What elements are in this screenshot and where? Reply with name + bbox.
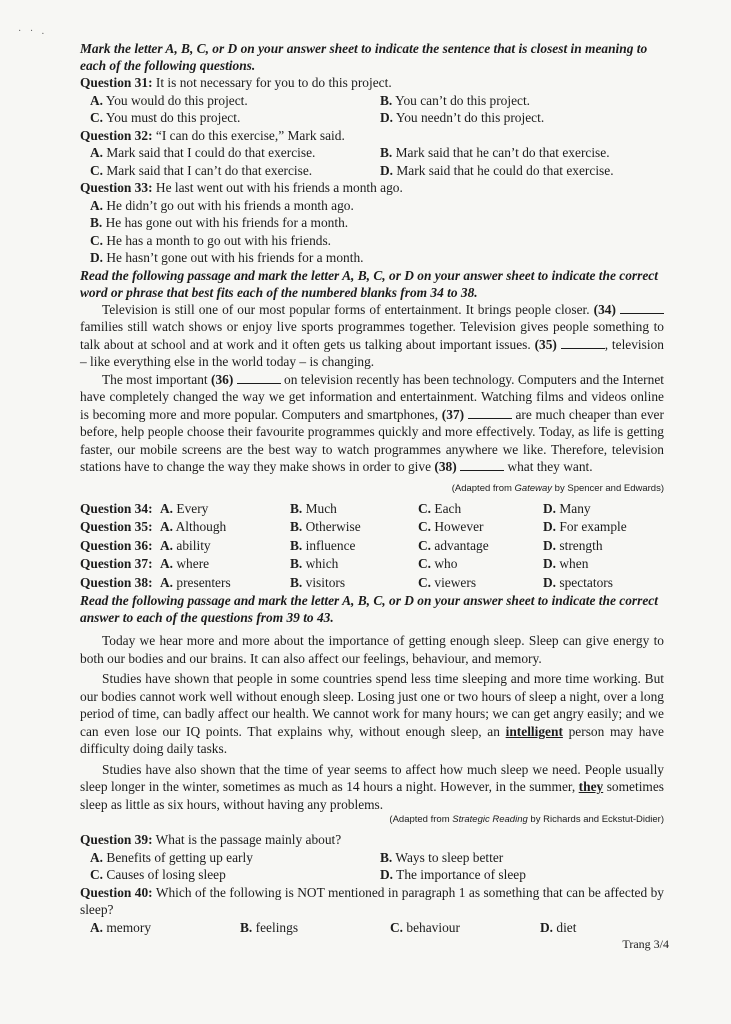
source-citation: (Adapted from Strategic Reading by Richards and Eckstut-Didier) — [389, 814, 664, 825]
question-33 — [80, 179, 664, 197]
question-32 — [80, 127, 664, 145]
option-b: B. visitors — [290, 574, 346, 590]
option-b: B. Much — [290, 500, 337, 516]
blank-number: (37) — [441, 406, 465, 422]
option-c: C. who — [418, 556, 458, 571]
question-stem: Which of the following is NOT mentioned in paragraph 1 as something that can be affected by sleep? — [80, 884, 665, 917]
blank — [620, 302, 664, 314]
question-39 — [80, 831, 664, 849]
question-stem: He last went out with his friends a month ago. — [155, 180, 403, 195]
option: B. You can’t do this project. — [380, 92, 531, 108]
blank-number: (38) — [434, 459, 457, 474]
option: C. Causes of losing sleep — [90, 867, 226, 882]
option-a: A. ability — [160, 537, 211, 553]
option: A. Mark said that I could do that exercise. — [90, 145, 316, 160]
options-32 — [80, 144, 664, 179]
options-40 — [80, 919, 664, 937]
options-31 — [80, 92, 664, 127]
option-d: D. Many — [543, 500, 591, 516]
instruction-reading: Read the following passage and mark the letter A, B, C, or D on your answer sheet to indicate the correct answer to each of the questions from 39 to 43. — [80, 593, 658, 625]
blank — [561, 337, 605, 349]
blank-number: (35) — [534, 336, 557, 352]
option: C. behaviour — [390, 919, 460, 935]
blank — [237, 372, 281, 384]
scan-dots: · · . — [18, 26, 48, 37]
question-34: Question 34: A. Every B. Much C. Each D. Many — [80, 500, 664, 519]
question-40 — [80, 884, 664, 919]
option: B. feelings — [240, 919, 299, 935]
question-35: Question 35: A. Although B. Otherwise C. However D. For example — [80, 518, 664, 537]
source-citation: (Adapted from Gateway by Spencer and Edwards) — [451, 482, 664, 494]
option-c: C. However — [418, 519, 484, 534]
option-a: A. presenters — [160, 574, 231, 590]
option-d: D. spectators — [543, 574, 613, 590]
exam-page — [80, 40, 664, 936]
question-stem: It is not necessary for you to do this project. — [155, 75, 392, 90]
question-stem: What is the passage mainly about? — [155, 832, 342, 847]
option-d: D. For example — [543, 519, 627, 534]
option-a: A. Every — [160, 500, 209, 516]
blank-number: (36) — [211, 371, 234, 387]
instruction-synonyms: Mark the letter A, B, C, or D on your answer sheet to indicate the sentence that is closest in meaning to each of the following questions. — [80, 41, 648, 73]
question-label: Question 32: — [80, 127, 153, 143]
instruction-cloze: Read the following passage and mark the letter A, B, C, or D on your answer sheet to indicate the correct word or phrase that best fits each of the numbered blanks from 34 to 38. — [80, 267, 658, 300]
option-a: A. where — [160, 556, 210, 571]
blank — [460, 459, 504, 471]
option-c: C. viewers — [418, 574, 477, 590]
cloze-questions — [80, 500, 664, 593]
option-c: C. Each — [418, 500, 462, 516]
question-stem: “I can do this exercise,” Mark said. — [155, 127, 345, 143]
question-label: Question 40: — [80, 884, 153, 900]
option: D. The importance of sleep — [380, 867, 526, 882]
cloze-paragraph-2: The most important (36) on television recently has been technology. Computers and the Internet have completely changed the way we get information and entertainment. Watching films and videos online is becoming more and more popular. Computers and smartphones, (37) are much cheaper than ever before, help people choose their favourite programmes quickly and more effectively. Today, as life is getting faster, our mobile screens are the best way to watch programmes anywhere we like. Therefore, television stations have to change the way they make shows in order to give (38) what they want. — [80, 371, 664, 474]
question-31 — [80, 74, 664, 92]
options-39 — [80, 849, 664, 884]
option: A. memory — [90, 919, 152, 935]
blank-number: (34) — [593, 301, 616, 317]
option: A. Benefits of getting up early — [90, 849, 253, 865]
question-label: Question 33: — [80, 180, 153, 195]
option: D. He hasn’t gone out with his friends for a month. — [90, 250, 364, 265]
option-d: D. strength — [543, 537, 603, 553]
option-b: B. Otherwise — [290, 519, 361, 534]
option: D. diet — [540, 919, 577, 935]
options-33 — [80, 197, 664, 267]
reading-paragraph-2: Studies have shown that people in some countries spend less time sleeping and more time working. But our bodies cannot work well without enough sleep. Losing just one or two hours of sleep a night, over a long period of time, can badly affect our health. We cannot work for many hours; we can get angry easily; and we can even lose our IQ points. That explains why, without enough sleep, an intelligent person may have difficulty doing daily tasks. — [80, 671, 664, 756]
question-37: Question 37: A. where B. which C. who D. when — [80, 555, 664, 574]
option-d: D. when — [543, 556, 589, 571]
option-c: C. advantage — [418, 537, 489, 553]
page-number: Trang 3/4 — [622, 937, 669, 951]
underlined-word: intelligent — [505, 723, 563, 739]
option-b: B. which — [290, 556, 339, 571]
option: D. Mark said that he could do that exercise. — [380, 162, 614, 178]
option: B. He has gone out with his friends for a month. — [90, 215, 349, 230]
option: A. He didn’t go out with his friends a month ago. — [90, 197, 354, 213]
option-a: A. Although — [160, 519, 227, 534]
question-36: Question 36: A. ability B. influence C. advantage D. strength — [80, 537, 664, 556]
option-b: B. influence — [290, 537, 356, 553]
question-38: Question 38: A. presenters B. visitors C. viewers D. spectators — [80, 574, 664, 593]
option: C. You must do this project. — [90, 110, 241, 125]
option: B. Ways to sleep better — [380, 849, 504, 865]
option: D. You needn’t do this project. — [380, 110, 545, 125]
option: C. Mark said that I can’t do that exercise. — [90, 162, 313, 178]
option: B. Mark said that he can’t do that exercise. — [380, 145, 610, 160]
reading-paragraph-1: Today we hear more and more about the importance of getting enough sleep. Sleep can give energy to both our bodies and our brains. It can also affect our feelings, behaviour, and memory. — [80, 633, 664, 666]
option: A. You would do this project. — [90, 92, 248, 108]
reading-paragraph-3: Studies have also shown that the time of year seems to affect how much sleep we need. People usually sleep longer in the winter, sometimes as much as 14 hours a night. However, in the summer, they sometimes sleep as little as six hours, without having any problems. — [80, 761, 664, 812]
question-label: Question 39: — [80, 832, 153, 847]
underlined-word: they — [578, 779, 604, 794]
option: C. He has a month to go out with his friends. — [90, 232, 332, 248]
question-label: Question 31: — [80, 75, 153, 90]
blank — [468, 407, 512, 419]
cloze-paragraph-1: Television is still one of our most popular forms of entertainment. It brings people closer. (34) families still watch shows or enjoy live sports programmes together. Television gives people something to talk about at school and at work and it often gets us talking about important issues. (35) , television – like everything else in the world today – is changing. — [80, 301, 664, 369]
